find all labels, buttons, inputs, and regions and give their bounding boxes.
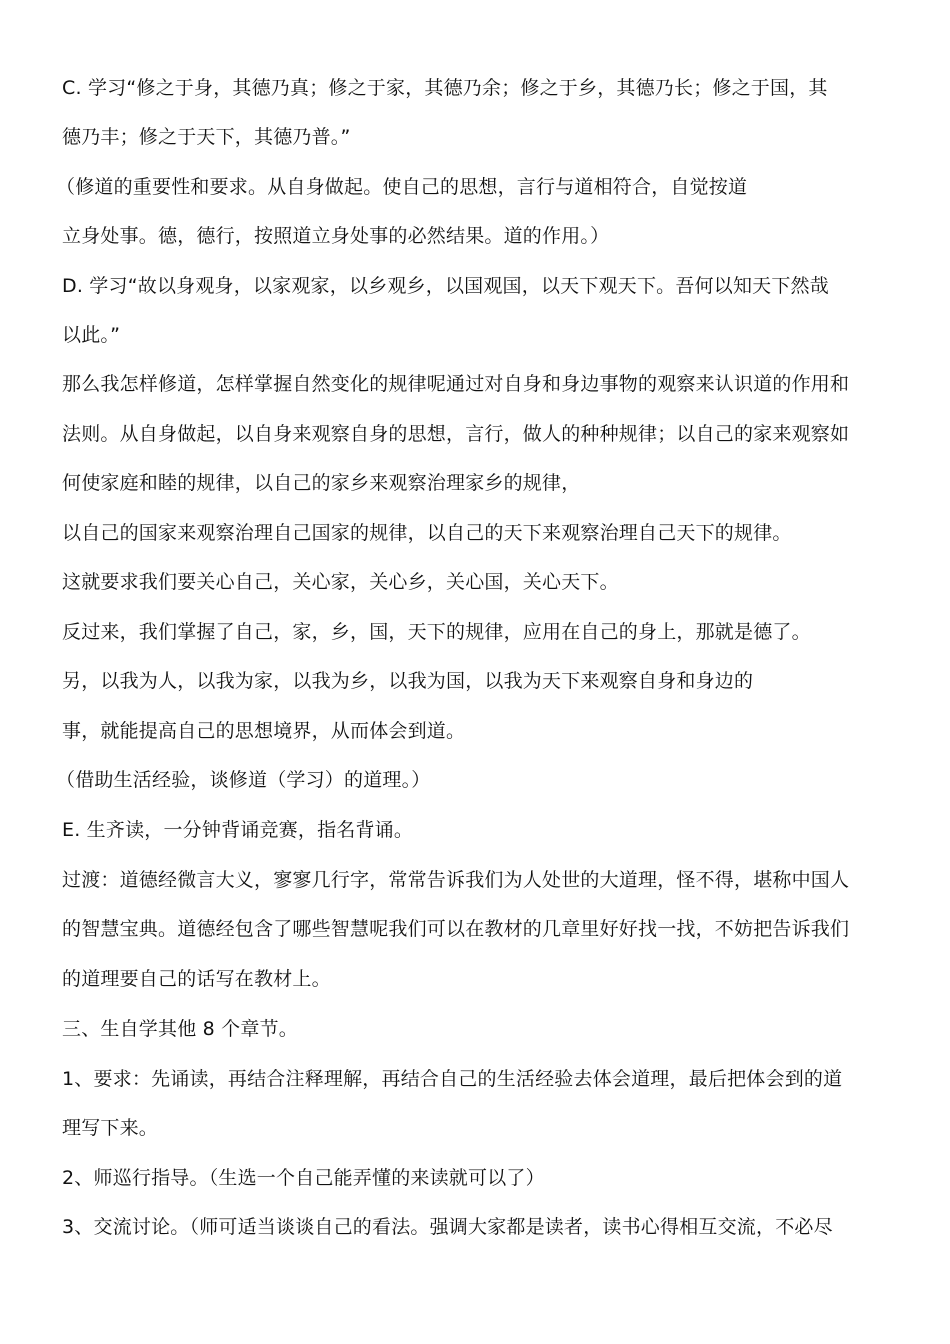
text-line: 的道理要自己的话写在教材上。: [62, 968, 331, 990]
text-line: 另，以我为人，以我为家，以我为乡，以我为国，以我为天下来观察自身和身边的: [62, 670, 754, 692]
text-line: 三、生自学其他 8 个章节。: [62, 1018, 298, 1040]
text-line: E. 生齐读，一分钟背诵竞赛，指名背诵。: [62, 819, 414, 841]
text-line: （借助生活经验，谈修道（学习）的道理。）: [56, 769, 431, 791]
text-line: 反过来，我们掌握了自己，家，乡，国，天下的规律，应用在自己的身上，那就是德了。: [62, 621, 811, 643]
text-line: 2、师巡行指导。（生选一个自己能弄懂的来读就可以了）: [62, 1167, 545, 1189]
text-line: 事，就能提高自己的思想境界，从而体会到道。: [62, 720, 466, 742]
text-line: D. 学习“故以身观身，以家观家，以乡观乡，以国观国，以天下观天下。吾何以知天下然哉: [62, 275, 829, 297]
text-line: （修道的重要性和要求。从自身做起。使自己的思想，言行与道相符合，自觉按道: [56, 176, 748, 198]
text-line: 何使家庭和睦的规律，以自己的家乡来观察治理家乡的规律，: [62, 472, 581, 494]
text-line: 立身处事。德，德行，按照道立身处事的必然结果。道的作用。）: [62, 225, 610, 247]
text-line: 以自己的国家来观察治理自己国家的规律，以自己的天下来观察治理自己天下的规律。: [62, 522, 792, 544]
text-line: 的智慧宝典。道德经包含了哪些智慧呢我们可以在教材的几章里好好找一找，不妨把告诉我们: [62, 918, 850, 940]
text-line: C. 学习“修之于身，其德乃真；修之于家，其德乃余；修之于乡，其德乃长；修之于国，其: [62, 77, 828, 99]
text-line: 这就要求我们要关心自己，关心家，关心乡，关心国，关心天下。: [62, 571, 619, 593]
text-line: 那么我怎样修道，怎样掌握自然变化的规律呢通过对自身和身边事物的观察来认识道的作用和: [62, 373, 850, 395]
text-line: 法则。从自身做起，以自身来观察自身的思想，言行，做人的种种规律；以自己的家来观察如: [62, 423, 850, 445]
text-line: 以此。”: [62, 324, 121, 346]
text-line: 3、交流讨论。（师可适当谈谈自己的看法。强调大家都是读者，读书心得相互交流，不必尽: [62, 1216, 833, 1238]
text-line: 过渡：道德经微言大义，寥寥几行字，常常告诉我们为人处世的大道理，怪不得，堪称中国人: [62, 869, 850, 891]
text-line: 理写下来。: [62, 1117, 159, 1139]
text-line: 1、要求：先诵读，再结合注释理解，再结合自己的生活经验去体会道理，最后把体会到的道: [62, 1068, 843, 1090]
text-line: 德乃丰；修之于天下，其德乃普。”: [62, 126, 351, 148]
